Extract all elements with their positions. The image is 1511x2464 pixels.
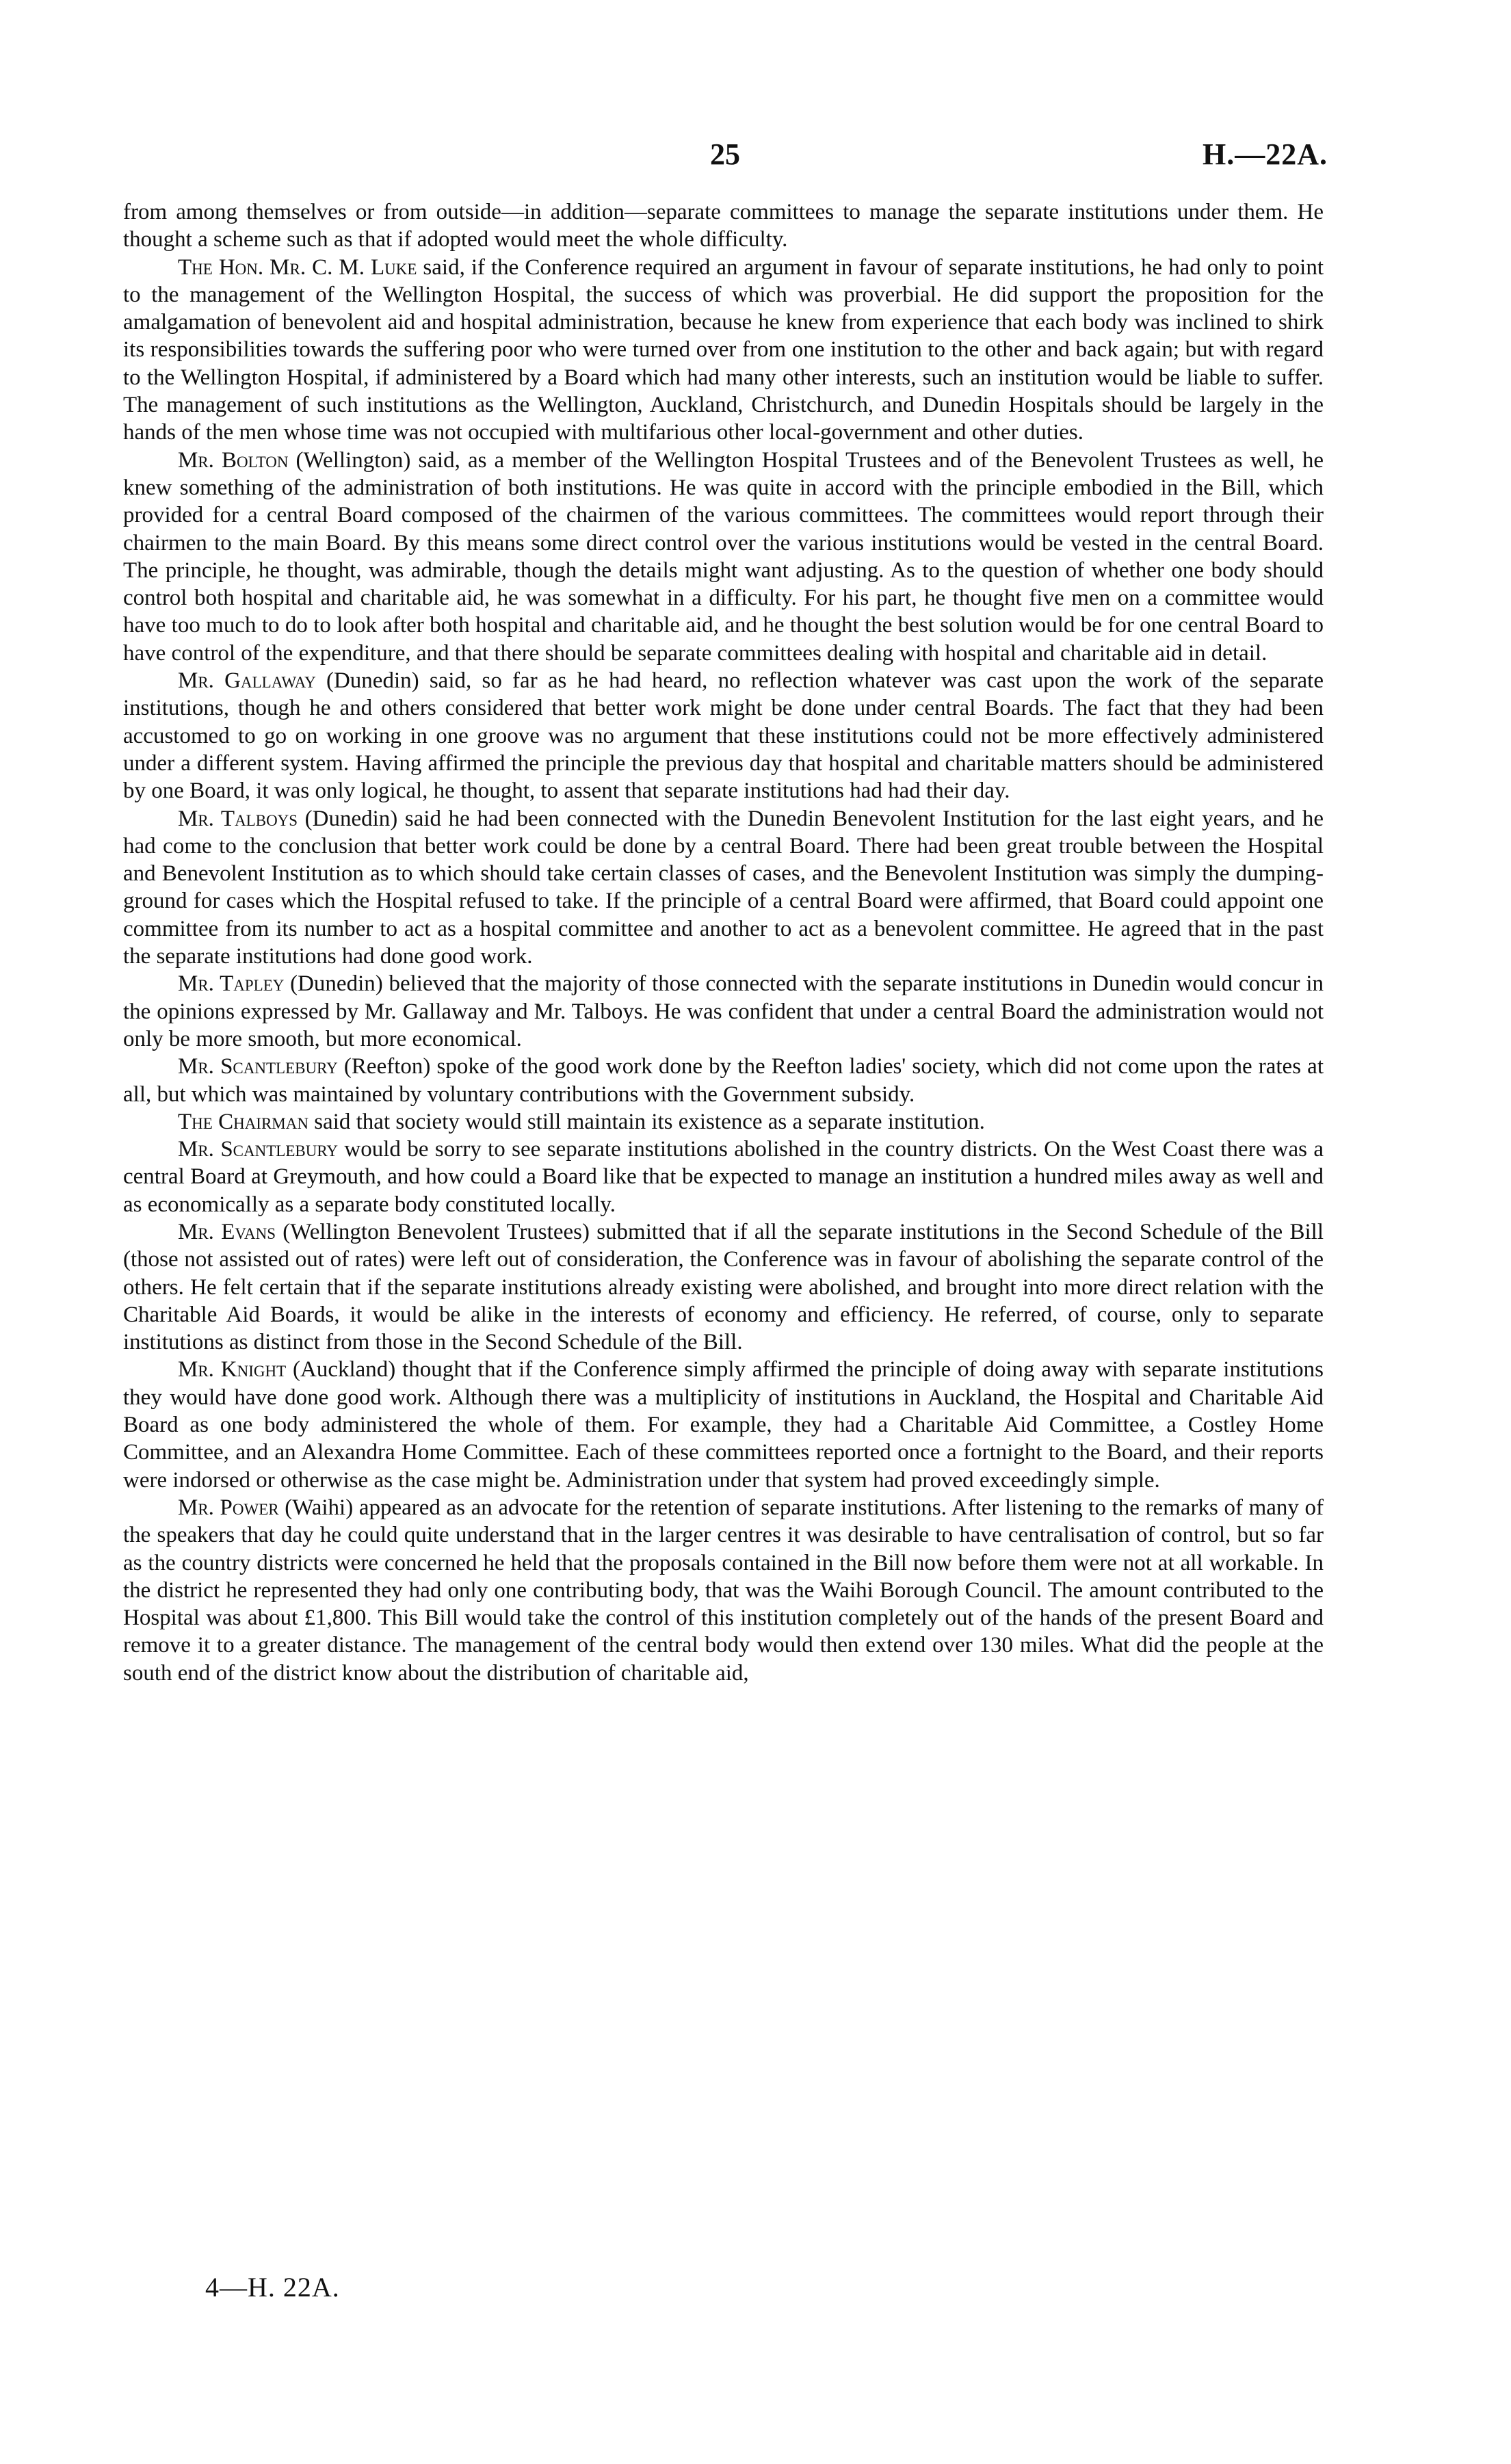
paragraph-text: from among themselves or from outside—in addition—separate committees to manage the separate institutions under them. He thought a scheme such as that if adopted would meet the whole difficulty. bbox=[123, 200, 1324, 252]
speaker-name: The Chairman bbox=[178, 1109, 308, 1134]
document-code: H.—22A. bbox=[1203, 137, 1328, 171]
paragraph-text: (Waihi) appeared as an advocate for the retention of separate institutions. After listening to the remarks of many of the speakers that day he could quite understand that in the larger centres it was desirable to have centralisation of control, but so far as the country districts were concerned he held that the proposals contained in the Bill now before them were not at all workable. In the district he represented they had only one contributing body, that was the Waihi Borough Council. The amount contributed to the Hospital was about £1,800. This Bill would take the control of this institution completely out of the hands of the present Board and remove it to a greater distance. The management of the central body would then extend over 130 miles. What did the people at the south end of the district know about the distribution of charitable aid, bbox=[123, 1495, 1324, 1686]
paragraph-text: (Wellington) said, as a member of the Wellington Hospital Trustees and of the Benevolent Trustees as well, he knew something of the administration of both institutions. He was quite in accord with the principle embodied in the Bill, which provided for a central Board composed of the chairmen of the various committees. The committees would report through their chairmen to the main Board. By this means some direct control over the various institutions would be vested in the central Board. The principle, he thought, was admirable, though the details might want adjusting. As to the question of whether one body should control both hospital and charitable aid, he was somewhat in a difficulty. For his part, he thought five men on a committee would have too much to do to look after both hospital and charitable aid, and he thought the best solution would be for one central Board to have control of the expenditure, and that there should be separate committees dealing with hospital and charitable aid in detail. bbox=[123, 447, 1324, 666]
paragraph bbox=[123, 1494, 1324, 1687]
paragraph-text: (Reefton) spoke of the good work done by the Reefton ladies' society, which did not come upon the rates at all, but which was maintained by voluntary contributions with the Government subsidy. bbox=[123, 1054, 1324, 1107]
paragraph bbox=[123, 1136, 1324, 1218]
paragraph-text: (Wellington Benevolent Trustees) submitted that if all the separate institutions in the Second Schedule of the Bill (those not assisted out of rates) were left out of consideration, the Conference was in favour of abolishing the separate control of the others. He felt certain that if the separate institutions already existing were abolished, and brought into more direct relation with the Charitable Aid Boards, it would be alike in the interests of economy and efficiency. He referred, of course, only to separate institutions as distinct from those in the Second Schedule of the Bill. bbox=[123, 1219, 1324, 1355]
body-text bbox=[123, 198, 1324, 1687]
paragraph bbox=[123, 1053, 1324, 1108]
paragraph bbox=[123, 254, 1324, 447]
speaker-name: Mr. Bolton bbox=[178, 447, 289, 473]
paragraph-text: said, if the Conference required an argument in favour of separate institutions, he had only to point to the management of the Wellington Hospital, the success of which was proverbial. He did support the proposition for the amalgamation of benevolent aid and hospital administration, because he knew from experience that each body was inclined to shirk its responsibilities towards the suffering poor who were turned over from one institution to the other and back again; but with regard to the Wellington Hospital, if administered by a Board which had many other interests, such an institution would be liable to suffer. The management of such institutions as the Wellington, Auckland, Christchurch, and Dunedin Hospitals should be largely in the hands of the men whose time was not occupied with multifarious other local-government and other duties. bbox=[123, 254, 1324, 445]
paragraph bbox=[123, 198, 1324, 254]
speaker-name: Mr. Power bbox=[178, 1495, 279, 1520]
speaker-name: Mr. Talboys bbox=[178, 806, 298, 831]
paragraph bbox=[123, 1356, 1324, 1493]
paragraph-text: said that society would still maintain its existence as a separate institution. bbox=[308, 1109, 985, 1134]
paragraph-text: would be sorry to see separate institutions abolished in the country districts. On the West Coast there was a central Board at Greymouth, and how could a Board like that be expected to manage an institution a hundred miles away as well and as economically as a separate body constituted locally. bbox=[123, 1137, 1324, 1217]
paragraph bbox=[123, 667, 1324, 804]
speaker-name: Mr. Evans bbox=[178, 1219, 276, 1244]
paragraph-text: (Dunedin) said he had been connected with the Dunedin Benevolent Institution for the last eight years, and he had come to the conclusion that better work could be done by a central Board. There had been great trouble between the Hospital and Benevolent Institution as to which should take certain classes of cases, and the Benevolent Institution was simply the dumping-ground for cases which the Hospital refused to take. If the principle of a central Board were affirmed, that Board could appoint one committee from its number to act as a hospital committee and another to act as a benevolent committee. He agreed that in the past the separate institutions had done good work. bbox=[123, 806, 1324, 969]
paragraph bbox=[123, 1218, 1324, 1356]
speaker-name: The Hon. Mr. C. M. Luke bbox=[178, 254, 417, 280]
paragraph bbox=[123, 805, 1324, 971]
speaker-name: Mr. Knight bbox=[178, 1357, 287, 1382]
speaker-name: Mr. Scantlebury bbox=[178, 1137, 339, 1162]
page-number: 25 bbox=[710, 137, 740, 171]
paragraph-text: (Auckland) thought that if the Conference simply affirmed the principle of doing away with separate institutions they would have done good work. Although there was a multiplicity of institutions in Auckland, the Hospital and Charitable Aid Board as one body administered the whole of them. For example, they had a Charitable Aid Committee, a Costley Home Committee, and an Alexandra Home Committee. Each of these committees reported once a fortnight to the Board, and their reports were indorsed or otherwise as the case might be. Administration under that system had proved exceedingly simple. bbox=[123, 1357, 1324, 1493]
paragraph bbox=[123, 970, 1324, 1053]
paragraph-text: (Dunedin) said, so far as he had heard, no reflection whatever was cast upon the work of the separate institutions, though he and others considered that better work might be done under central Boards. The fact that they had been accustomed to go on working in one groove was no argument that these institutions could not be more effectively administered under a different system. Having affirmed the principle the previous day that hospital and charitable matters should be administered by one Board, it was only logical, he thought, to assent that separate institutions had had their day. bbox=[123, 668, 1324, 804]
page-header bbox=[0, 137, 1511, 178]
paragraph-text: (Dunedin) believed that the majority of those connected with the separate institutions in Dunedin would concur in the opinions expressed by Mr. Gallaway and Mr. Talboys. He was confident that under a central Board the administration would not only be more smooth, but more economical. bbox=[123, 971, 1324, 1051]
speaker-name: Mr. Scantlebury bbox=[178, 1054, 338, 1079]
signature-mark: 4—H. 22A. bbox=[205, 2272, 340, 2303]
paragraph bbox=[123, 447, 1324, 667]
paragraph bbox=[123, 1108, 1324, 1136]
speaker-name: Mr. Tapley bbox=[178, 971, 285, 997]
speaker-name: Mr. Gallaway bbox=[178, 668, 316, 694]
